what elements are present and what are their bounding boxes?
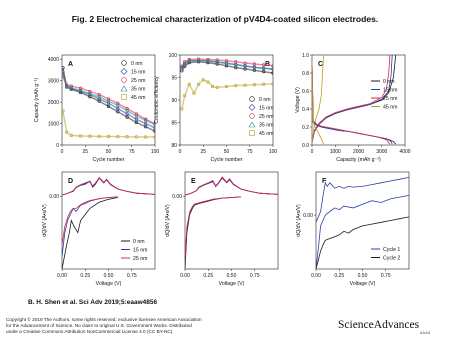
- x-tick-label: 0.00: [180, 273, 190, 279]
- series-line: [316, 177, 409, 222]
- x-tick-label: 1000: [329, 149, 341, 155]
- panel-label: B: [265, 61, 271, 68]
- x-tick-label: 0.75: [380, 273, 391, 279]
- legend-label: Cycle 1: [383, 247, 401, 253]
- y-tick-label: 1.0: [302, 52, 309, 59]
- legend-label: 0 nm: [131, 61, 143, 67]
- legend-label: 0 nm: [259, 97, 271, 103]
- x-tick-label: 100: [150, 149, 160, 155]
- panel-label: A: [68, 61, 74, 68]
- logo-wordmark: ScienceAdvances: [338, 319, 420, 331]
- x-tick-label: 2000: [352, 149, 365, 155]
- y-tick-label: 0.2: [302, 124, 309, 131]
- legend-marker: [121, 69, 127, 75]
- y-axis-label: Voltage (V): [295, 87, 301, 113]
- legend-marker: [121, 86, 127, 91]
- series-line: [185, 178, 278, 196]
- y-tick-label: 3000: [47, 78, 59, 85]
- y-tick-label: 0.00: [172, 194, 182, 201]
- legend: [121, 61, 145, 101]
- x-tick-label: 0.25: [203, 273, 214, 279]
- y-tick-label: 90: [171, 97, 177, 104]
- plot-area: [185, 177, 278, 269]
- plot-frame: [185, 172, 278, 269]
- chart-panel-b: [154, 53, 277, 163]
- series-line: [312, 55, 392, 143]
- series-line: [62, 178, 155, 196]
- y-tick-label: 0.6: [302, 88, 309, 95]
- x-tick-label: 3000: [376, 149, 388, 155]
- y-tick-label: 80: [171, 142, 177, 149]
- y-tick-label: 2000: [47, 99, 59, 106]
- legend-marker: [122, 61, 127, 66]
- x-tick-label: 75: [246, 149, 253, 155]
- y-tick-label: 0.4: [302, 106, 309, 113]
- series-line: [62, 198, 118, 270]
- series-line: [312, 60, 392, 145]
- legend-label: 0 nm: [133, 239, 145, 245]
- y-tick-label: 0: [56, 142, 59, 149]
- legend-label: 45 nm: [131, 95, 146, 101]
- panel-label: E: [191, 178, 196, 185]
- legend-marker: [122, 78, 127, 83]
- y-tick-label: 85: [171, 120, 177, 127]
- x-tick-label: 4000: [399, 149, 411, 155]
- panel-label: F: [322, 178, 327, 185]
- series-trend: [63, 111, 155, 137]
- x-tick-label: 50: [105, 149, 112, 155]
- legend-label: 25 nm: [383, 96, 398, 102]
- legend: [371, 79, 397, 111]
- y-tick-label: 4000: [47, 57, 59, 64]
- panel-label: D: [68, 178, 74, 185]
- chart-panel-e: [165, 172, 278, 287]
- chart-panel-d: [42, 172, 155, 287]
- x-tick-label: 0.25: [80, 273, 91, 279]
- figure-source: B. H. Shen et al. Sci Adv 2019;5:eaaw4856: [28, 299, 158, 306]
- x-tick-label: 0.50: [226, 273, 237, 279]
- legend-marker: [250, 97, 255, 102]
- legend-marker: [250, 114, 255, 119]
- x-tick-label: 0.25: [334, 273, 345, 279]
- copyright-line: Copyright © 2019 The Authors, some rights reserved; exclusive licensee American Association: [6, 317, 202, 322]
- legend-label: 15 nm: [133, 247, 148, 254]
- y-axis-label: dQ/dV (A•s/V): [296, 204, 302, 237]
- legend-label: 35 nm: [259, 122, 274, 129]
- x-tick-label: 0.75: [249, 273, 260, 279]
- chart-panel-f: [296, 172, 409, 287]
- x-axis-label: Cycle number: [210, 157, 243, 163]
- series-line: [185, 178, 278, 195]
- legend-marker: [249, 105, 255, 111]
- x-tick-label: 0: [310, 149, 314, 155]
- legend-label: 25 nm: [131, 78, 146, 84]
- y-axis-label: dQ/dV (A•s/V): [42, 204, 48, 237]
- legend-marker: [122, 95, 127, 100]
- legend-label: 25 nm: [133, 256, 148, 262]
- x-axis-label: Capacity (mAh g⁻¹): [336, 157, 381, 163]
- x-tick-label: 75: [128, 149, 135, 155]
- x-tick-label: 25: [200, 149, 207, 155]
- x-axis-label: Voltage (V): [349, 281, 376, 287]
- y-tick-label: 100: [168, 52, 177, 59]
- y-tick-label: 0.00: [303, 212, 313, 219]
- chart-panel-a: [34, 55, 159, 163]
- legend-label: 45 nm: [383, 104, 398, 111]
- panel-label: C: [318, 61, 324, 68]
- legend-label: Cycle 2: [383, 255, 401, 262]
- legend-marker: [249, 122, 255, 127]
- figure-title: Fig. 2 Electrochemical characterization of pV4D4-coated silicon electrodes.: [71, 14, 379, 24]
- y-axis-label: dQ/dV (A•s/V): [165, 204, 171, 237]
- x-tick-label: 0.50: [103, 273, 114, 279]
- x-axis-label: Voltage (V): [218, 281, 245, 287]
- chart-panel-c: [295, 53, 411, 163]
- y-tick-label: 1000: [47, 121, 59, 128]
- y-axis-label: Coulombic efficiency: [154, 76, 160, 124]
- x-tick-label: 0.00: [57, 273, 67, 279]
- copyright-line: for the Advancement of Science. No claim to original U.S. Government Works. Distributed: [6, 322, 192, 328]
- x-tick-label: 100: [268, 149, 278, 155]
- science-advances-logo: [338, 319, 438, 335]
- legend-label: 0 nm: [383, 79, 395, 85]
- plot-frame: [62, 172, 155, 269]
- legend-marker: [250, 131, 255, 136]
- y-tick-label: 0.00: [49, 194, 59, 201]
- y-axis-label: Capacity (mAh g⁻¹): [34, 77, 40, 123]
- legend-label: 15 nm: [131, 69, 146, 76]
- copyright-line: under a Creative Commons Attribution NonCommercial License 4.0 (CC BY-NC).: [6, 328, 174, 334]
- x-tick-label: 25: [82, 149, 89, 155]
- series-line: [185, 197, 241, 257]
- series-line: [312, 55, 324, 143]
- series-line: [62, 178, 155, 195]
- legend-label: 15 nm: [383, 87, 398, 94]
- series-line: [62, 178, 155, 195]
- x-tick-label: 0.75: [126, 273, 137, 279]
- x-tick-label: 0: [60, 149, 64, 155]
- x-tick-label: 0: [178, 149, 182, 155]
- series-line: [312, 55, 390, 143]
- legend-label: 15 nm: [259, 105, 274, 112]
- series-line: [185, 197, 241, 269]
- y-tick-label: 95: [171, 75, 177, 82]
- legend-label: 35 nm: [131, 86, 146, 93]
- legend: [121, 239, 147, 262]
- copyright-notice: [6, 317, 336, 335]
- y-tick-label: 0.0: [302, 142, 309, 149]
- x-tick-label: 0.50: [357, 273, 368, 279]
- series-line: [185, 177, 278, 195]
- legend-label: 25 nm: [259, 114, 274, 120]
- logo-aaas: AAAS: [420, 331, 431, 335]
- legend: [249, 97, 273, 137]
- x-axis-label: Voltage (V): [95, 281, 122, 287]
- series-line: [62, 197, 118, 245]
- y-tick-label: 0.8: [302, 70, 309, 77]
- legend: [371, 247, 400, 262]
- legend-label: 45 nm: [259, 131, 274, 137]
- x-tick-label: 50: [223, 149, 230, 155]
- x-tick-label: 0.00: [311, 273, 321, 279]
- x-axis-label: Cycle number: [92, 157, 125, 163]
